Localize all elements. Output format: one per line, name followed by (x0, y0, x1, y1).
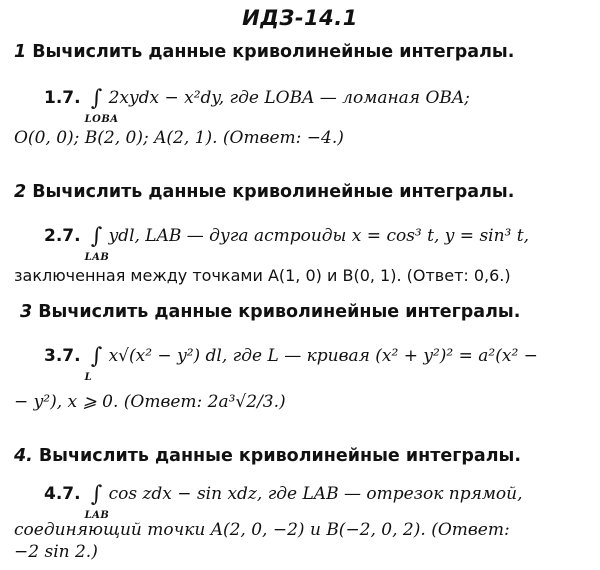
task-heading-text-4: Вычислить данные криволинейные интегралы. (38, 446, 522, 466)
problem-number-2: 2.7. (44, 226, 81, 246)
problem-2-line-2 (14, 266, 511, 286)
task-heading-3 (20, 302, 520, 322)
problem-number-1: 1.7. (44, 88, 81, 108)
problem-4-line-3 (14, 542, 98, 562)
task-heading-2 (14, 182, 514, 202)
integral-sign-icon: ∫ L (89, 348, 105, 365)
integral-sign-icon: ∫ LAB (89, 228, 105, 245)
task-heading-text-3: Вычислить данные криволинейные интегралы. (38, 302, 521, 322)
task-heading-text-1: Вычислить данные криволинейные интегралы. (32, 42, 515, 62)
problem-1-line-2 (14, 128, 344, 148)
problem-2-text-1: ydl, LAB — дуга астроиды x = cos³ t, y = sin³ t, (108, 226, 530, 246)
problem-4-text-1: cos zdx − sin xdz, где LAB — отрезок прямой, (108, 484, 523, 504)
integral-sign-icon: ∫ LAB (89, 486, 105, 503)
problem-3-text-1: x√(x² − y²) dl, где L — кривая (x² + y²)² = a²(x² − (108, 346, 538, 366)
task-heading-4 (14, 446, 521, 466)
problem-2-text-2: заключенная между точками A(1, 0) и B(0, 1). (Ответ: 0,6.) (14, 266, 511, 285)
problem-1-text-1: 2xydx − x²dy, где LOBA — ломаная OBA; (108, 88, 470, 108)
task-number-2: 2 (14, 182, 27, 202)
problem-3-text-2: − y²), x ⩾ 0. (Ответ: 2a³√2/3.) (14, 392, 286, 412)
integral-subscript-4: LAB (84, 510, 110, 521)
problem-number-4: 4.7. (44, 484, 81, 504)
problem-1-text-2: O(0, 0); B(2, 0); A(2, 1). (Ответ: −4.) (14, 128, 344, 148)
task-number-3: 3 (20, 302, 33, 322)
problem-4-text-3: −2 sin 2.) (14, 542, 98, 562)
integral-sign-icon: ∫ LOBA (89, 90, 105, 107)
problem-4-line-2 (14, 520, 510, 540)
integral-subscript-1: LOBA (84, 114, 119, 125)
task-number-4: 4. (14, 446, 33, 466)
problem-3-line-1 (44, 344, 538, 383)
problem-3-line-2 (14, 392, 286, 412)
task-heading-1 (14, 42, 514, 62)
problem-2-line-1 (44, 224, 530, 263)
problem-number-3: 3.7. (44, 346, 81, 366)
task-number-1: 1 (14, 42, 27, 62)
task-heading-text-2: Вычислить данные криволинейные интегралы. (32, 182, 515, 202)
page-title: ИДЗ-14.1 (242, 6, 358, 30)
problem-4-text-2: соединяющий точки A(2, 0, −2) и B(−2, 0, 2). (Ответ: (14, 520, 510, 540)
problem-1-line-1 (44, 86, 470, 125)
integral-subscript-2: LAB (84, 252, 110, 263)
problem-4-line-1 (44, 482, 523, 521)
integral-subscript-3: L (84, 372, 93, 383)
